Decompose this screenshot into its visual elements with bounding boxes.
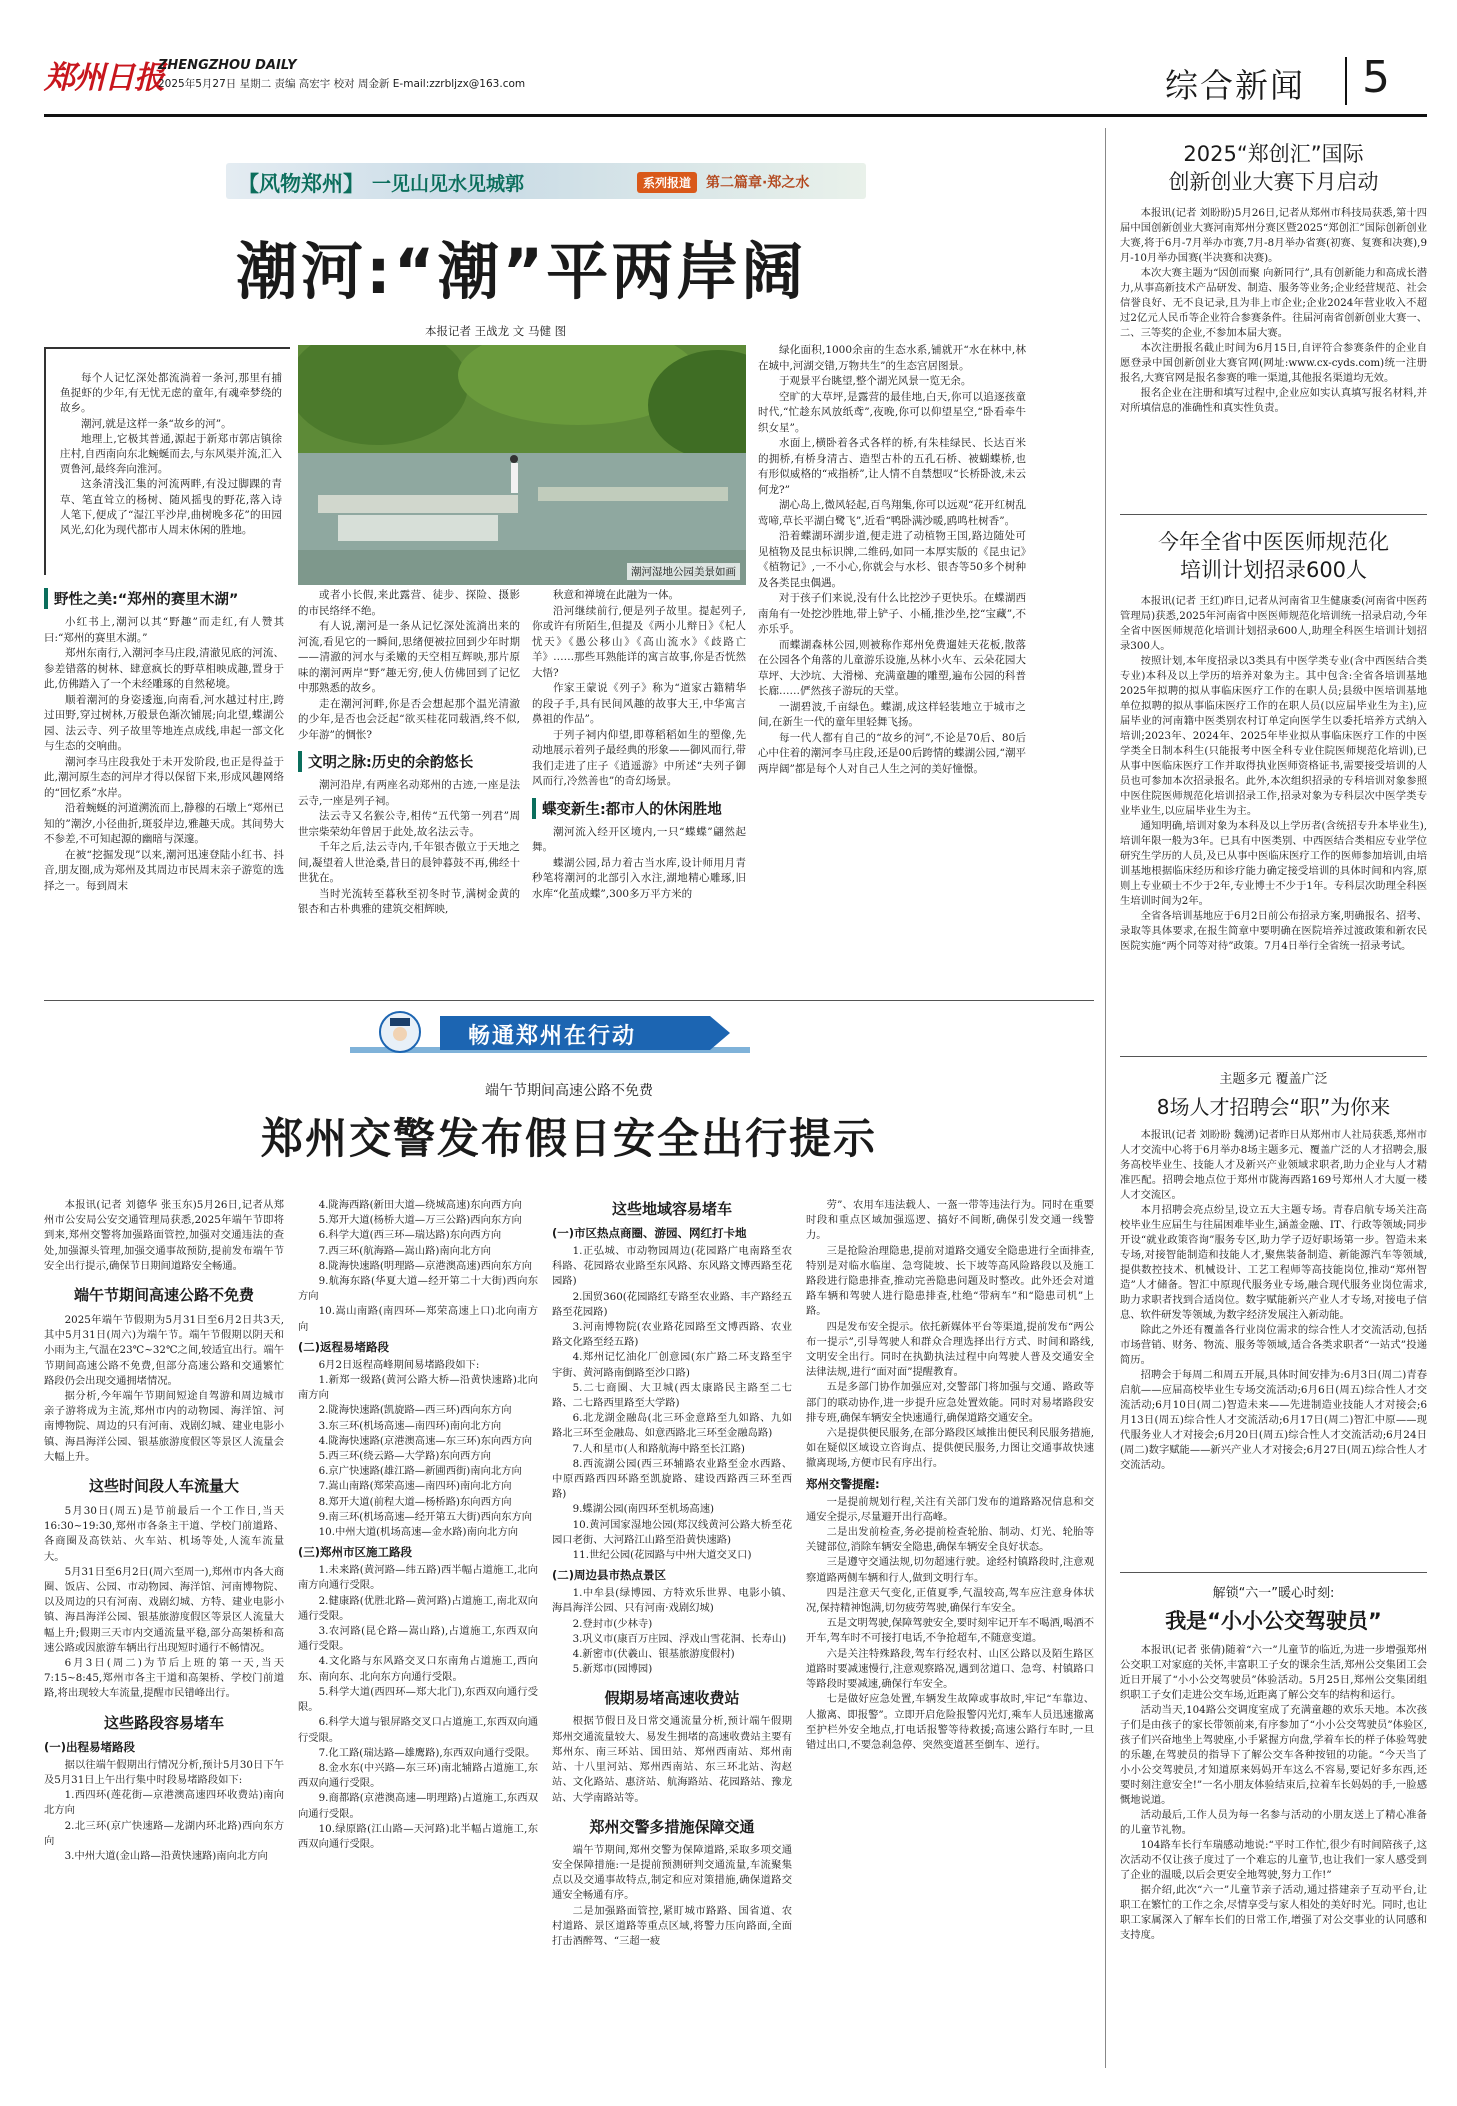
body-para: 六是提供便民服务,在部分路段区域推出便民利民服务措施,如在疑似区域设立咨询点、提供便民服务,力图让交通事故快速撤离现场,方便市民有序出行。 [806, 1427, 1094, 1470]
subhead-minor: (三)郑州市区施工路段 [298, 1545, 413, 1560]
body-para: 据以往端午假期出行情况分析,预计5月30日下午及5月31日上午出行集中时段易堵路段如下: [44, 1758, 284, 1786]
body-para: 小红书上,潮河以其“野趣”而走红,有人赞其曰:“郑州的赛里木湖。” [44, 616, 284, 644]
body-para: 据介绍,此次“六一”儿童节亲子活动,通过搭建亲子互动平台,让职工在繁忙的工作之余,尽情享受与家人相处的美好时光。同时,也让职工家属深入了解车长们的日常工作,增强了对公交事业的认同感和支持度。 [1120, 1884, 1427, 1941]
divider [1120, 514, 1427, 515]
article-headline: 我是“小小公交驾驶员” [1165, 1609, 1382, 1633]
divider [1120, 1572, 1427, 1573]
traffic-col-4 [806, 1198, 1094, 1753]
body-para: 除此之外还有覆盖各行业岗位需求的综合性人才交流活动,包括市场营销、财务、物流、服务等领域,适合各类求职者“一站式”投递简历。 [1120, 1324, 1427, 1366]
body-para: 5月31日至6月2日(周六至周一),郑州市内各大商圈、饭店、公园、市动物园、海洋馆、河南博物院、以及周边的只有河南、戏剧幻城、方特、建业电影小镇、海昌海洋公园、银基旅游度假区等景区人流量大幅上升;假期三天市内交通流量平稳,部分高架桥和高速公路或因旅游车辆出行出现短时通行不畅情况。 [44, 1565, 284, 1654]
feature-series-badge: 系列报道 [637, 172, 697, 193]
list-item: 6.北龙湖金融岛(北三环金意路至九如路、九如路北三环至金融岛、如意西路北三环至金融岛路) [552, 1412, 792, 1440]
body-para: 劳”、农用车违法载人、一盔一带等违法行为。同时在重要时段和重点区域加强巡逻、搞好不间断,确保引发交通一线警力。 [806, 1199, 1094, 1242]
section-name: 综合新闻 [1165, 66, 1305, 105]
list-item: 6.科学大道与银屏路交叉口占道施工,东西双向通行受限。 [298, 1716, 538, 1744]
divider [1120, 1056, 1427, 1057]
subhead: 郑州交警多措施保障交通 [589, 1817, 755, 1836]
right-column-rule [1105, 128, 1106, 2068]
list-item: 8.郑开大道(前程大道—杨桥路)东向西方向 [318, 1495, 512, 1508]
body-para: 104路车长行车瑞感动地说:“平时工作忙,很少有时间陪孩子,这次活动不仅让孩子度过了一个难忘的儿童节,也让我们一家人感受到了企业的温暖,以后会更安全地驾驶,努力工作!” [1120, 1839, 1427, 1881]
list-item: 9.蝶湖公园(南四环至机场高速) [572, 1503, 715, 1516]
article-kicker: 解锁“六一”暖心时刻: [1212, 1586, 1335, 1601]
list-item: 2.健康路(优胜北路—黄河路)占道施工,南北双向通行受限。 [298, 1594, 538, 1622]
body-para: 而蝶湖森林公园,则被称作郑州免费遛娃天花板,散落在公园各个角落的儿童游乐设施,丛林小火车、云朵花园大草坪、大沙坑、大滑梯、充满童趣的雕塑,遍布公园的科普长廊……俨然孩子游玩的天堂。 [758, 638, 1026, 697]
body-para: 或者小长假,来此露营、徒步、探险、摄影的市民络绎不绝。 [298, 589, 520, 617]
list-item: 10.中州大道(机场高速—金水路)南向北方向 [318, 1526, 519, 1539]
feature-series-title: 一见山见水见城郭 [372, 173, 525, 195]
list-item: 5.二七商圈、大卫城(西太康路民主路至二七路、二七路西里路至大学路) [552, 1381, 792, 1410]
feature-intro [60, 371, 282, 538]
body-para: 绿化面积,1000余亩的生态水系,铺就开“水在林中,林在城中,河湖交错,万物共生”的生态宫居图景。 [758, 344, 1026, 372]
body-para: 五是文明驾驶,保障驾驶安全,要时刻牢记开车不喝酒,喝酒不开车,驾车时不可接打电话,不争抢超车,不随意变道。 [806, 1617, 1094, 1645]
masthead-name-en: ZHENGZHOU DAILY [158, 58, 297, 73]
section-divider [1345, 57, 1347, 105]
subhead-minor: (二)周边县市热点景区 [552, 1568, 667, 1583]
body-para: 六是关注特殊路段,驾车行经农村、山区公路以及陌生路区道路时要减速慢行,注意观察路况,遇到岔道口、急弯、村镇路口等路段时要减速,确保行车安全。 [806, 1647, 1094, 1691]
body-para: 本月招聘会亮点纷呈,设立五大主题专场。青春启航专场关注高校毕业生应届生与往届困难毕业生,涵盖金融、IT、行政等领域;同步开设“就业政策咨询”服务专区,助力学子迈好职场第一步。智造未来专场,对接智能制造和技能人才,聚焦装备制造、新能源汽车等领域,提供数控技术、机械设计、工艺工程师等高技能岗位,推动“郑州智造”人才储备。智汇中原现代服务业专场,融合现代服务业岗位需求,助力求职者找到合适岗位。数字赋能新兴产业人才专场,对接电子信息、软件研发等领域,为数字经济发展注入新动能。 [1120, 1204, 1427, 1321]
list-item: 8.陇海快速路(明理路—京港澳高速)西向东方向 [318, 1259, 533, 1272]
subhead: 端午节期间高速公路不免费 [73, 1286, 254, 1305]
body-para: 七是做好应急处置,车辆发生故障或事故时,牢记“车靠边、人撤离、即报警”。立即开启危险报警闪光灯,乘车人员迅速撤离至护栏外安全地点,打电话报警等待救援;高速公路行车时,一旦错过出口,不要急刹急停、突然变道甚至倒车、逆行。 [806, 1693, 1094, 1751]
list-item: 6.科学大道(西三环—瑞达路)东向西方向 [318, 1229, 502, 1242]
body-para: 通知明确,培训对象为本科及以上学历者(含统招专升本毕业生),培训年限一般为3年。已具有中医类别、中西医结合类相应专业学位研究生学历的人员,及已从事中医临床医疗工作的医师参加培训,由培训基地根据临床经历和诊疗能力确定接受培训的具体时间和内容,原则上专业硕士不少于2年,专业博士不少于1年。专科层次助理全科医生培训时间为2年。 [1120, 820, 1427, 907]
list-item: 9.商都路(京港澳高速—明理路)占道施工,东西双向通行受限。 [298, 1792, 538, 1820]
subhead: 这些路段容易堵车 [103, 1713, 224, 1732]
list-item: 9.南三环(机场高速—经开第五大街)西向东方向 [318, 1510, 533, 1523]
intro-para: 每个人记忆深处都流淌着一条河,那里有捕鱼捉虾的少年,有无忧无虑的童年,有魂牵梦绕的故乡。 [60, 372, 282, 415]
masthead-logo: 郑州日报 [44, 60, 164, 96]
list-item: 1.西四环(莲花街—京港澳高速四环收费站)南向北方向 [44, 1789, 284, 1817]
body-para: 蝶湖公园,昂力着古当水库,设计师用月青秒笔将潮河的北部引入水注,湖地精心雕琢,旧水库“化茧成蝶”,300多万平方米的 [532, 856, 746, 900]
body-para: 沿河继续前行,便是列子故里。提起列子,你或许有所陌生,但提及《两小儿辩日》《杞人忧天》《愚公移山》《高山流水》《歧路亡羊》……那些耳熟能详的寓言故事,你是否恍然大悟? [532, 604, 746, 679]
subhead-minor: (一)市区热点商圈、游园、网红打卡地 [552, 1226, 747, 1240]
list-item: 4.陇海快速路(京港澳高速—东三环)东向西方向 [318, 1434, 533, 1447]
right-article-contest [1120, 140, 1427, 416]
list-item: 5.新郑市(园博园) [572, 1663, 653, 1676]
body-para: 在被“挖掘发现”以来,潮河迅速登陆小红书、抖音,朋友圈,成为郑州及其周边市民周末亲子游览的选择之一。每到周末 [44, 848, 284, 892]
subhead-minor: (二)返程易堵路段 [298, 1339, 390, 1354]
list-item: 3.农河路(昆仑路—嵩山路),占道施工,东西双向通行受限。 [298, 1625, 538, 1653]
list-item: 4.郑州记忆油化厂创意园(东广路二环支路至宇宇街、黄河路南倒路至沙口路) [552, 1351, 792, 1379]
list-item: 3.中州大道(金山路—沿黄快速路)南向北方向 [64, 1849, 268, 1862]
section-heading: 野性之美:“郑州的赛里木湖” [44, 588, 284, 609]
body-para: 走在潮河河畔,你是否会想起那个温光清澈的少年,是否也会泛起“欲买桂花同载酒,终不似,少年游”的惆怅? [298, 697, 520, 741]
list-item: 5.郑开大道(杨桥大道—万三公路)西向东方向 [318, 1214, 522, 1227]
traffic-banner-text: 畅通郑州在行动 [468, 1024, 637, 1049]
body-para: 沿着蝶湖环湖步道,便走进了动植物王国,路边随处可见植物及昆虫标识牌,二维码,如同一本厚实版的《昆虫记》《植物记》,一不小心,你就会与水杉、银杏等50多个树种及各类昆虫偶遇。 [758, 530, 1026, 589]
section-rule [44, 1000, 1094, 1001]
body-para: 水面上,横卧着各式各样的桥,有朱桂绿民、长达百米的拥桥,有桥身清古、造型古朴的五孔石桥、被蝴蝶桥,也有形似威格的“戒指桥”,让人情不自禁想叹“长桥卧波,未云何龙?” [758, 437, 1026, 496]
feature-banner [226, 163, 866, 199]
list-item: 2.陇海快速路(凯旋路—西三环)西向东方向 [318, 1404, 512, 1417]
body-para: 对于孩子们来说,没有什么比挖沙子更快乐。在蝶湖西南角有一处挖沙胜地,带上铲子、小桶,推沙坐,挖“宝藏”,不亦乐乎。 [758, 592, 1026, 635]
body-para: 三是抢险治理隐患,提前对道路交通安全隐患进行全面排查,特别是对临水临崖、急弯陡坡、长下坡等高风险路段以及施工路段进行隐患排查,推动完善隐患问题及时整改。此外还会对道路车辆和驾驶人进行隐患排查,杜绝“带病车”和“隐患司机”上路。 [806, 1244, 1094, 1318]
masthead-info: 2025年5月27日 星期二 责编 高宏宇 校对 周金新 E-mail:zzrbljzx@163.com [158, 78, 526, 90]
subhead-minor: (一)出程易堵路段 [44, 1739, 136, 1754]
body-para: 本次注册报名截止时间为6月15日,自评符合参赛条件的企业自愿登录中国创新创业大赛官网(网址:www.cx-cyds.com)统一注册报名,大赛官网是报名参赛的唯一渠道,其他报名渠道均无效。 [1120, 342, 1427, 384]
list-item: 10.嵩山南路(南四环—郑荣高速上口)北向南方向 [298, 1305, 538, 1333]
body-para: 全省各培训基地应于6月2日前公布招录方案,明确报名、招考、录取等具体要求,在报生简章中要明确在医院培养过渡政策和新农民医院实施“两个同等对待”政策。7月4日举行全省统一招录考试。 [1120, 910, 1427, 952]
body-para: 6月3日(周二)为节后上班的第一天,当天7:15~8:45,郑州市各主干道和高架桥、学校门前道路,将出现较大车流量,提醒市民错峰出行。 [44, 1657, 284, 1700]
body-para: 活动最后,工作人员为每一名参与活动的小朋友送上了精心准备的儿童节礼物。 [1120, 1809, 1427, 1836]
intro-para: 这条清浅汇集的河流两畔,有没过脚踝的青草、笔直耸立的杨树、随风摇曳的野花,落入诗人笔下,便成了“湿江平沙岸,曲树晚多花”的田园风光,幻化为现代都市人周末休闲的胜地。 [60, 478, 282, 537]
masthead [0, 0, 1457, 128]
list-item: 5.西三环(绕云路—大学路)东向西方向 [318, 1450, 491, 1463]
page-number: 5 [1362, 52, 1390, 103]
list-item: 6月2日返程高峰期间易堵路段如下: [318, 1358, 480, 1371]
feature-column-tag: 【风物郑州】 [238, 172, 364, 196]
traffic-banner [350, 1010, 750, 1056]
body-para: 据分析,今年端午节期间短途自驾游和周边城市亲子游将成为主流,郑州市内的动物园、海洋馆、河南博物院、周边的只有河南、戏剧幻城、建业电影小镇、海昌海洋公园、银基旅游度假区等景区人流量会大幅上升。 [44, 1390, 284, 1463]
body-para: 本次大赛主题为“因创而聚 向新同行”,具有创新能力和高成长潜力,从事高新技术产品研发、制造、服务等业务;企业经营规范、社会信誉良好、无不良记录,且为非上市企业;企业2024年营业收入不超过2亿元人民币等企业符合参赛条件。往届河南省创新创业大赛一、二、三等奖的企业,不参加本届大赛。 [1120, 267, 1427, 339]
list-item: 11.世纪公园(花园路与中州大道交叉口) [572, 1549, 752, 1562]
body-para: 有人说,潮河是一条从记忆深处流淌出来的河流,看见它的一瞬间,思绪便被拉回到少年时期——清澈的河水与柔嫩的天空相互辉映,那片原味的潮河两岸“野”趣无穷,使人仿佛回到了记忆中那熟悉的故乡。 [298, 620, 520, 694]
list-item: 3.东三环(机场高速—南四环)南向北方向 [318, 1419, 502, 1432]
list-item: 4.文化路与东风路交叉口东南角占道施工,西向东、南向东、北向东方向通行受限。 [298, 1655, 538, 1683]
body-para: 潮河李马庄段我处于未开发阶段,也正是得益于此,潮河原生态的河岸才得以保留下来,形成风趣网络的“回忆系”水岸。 [44, 755, 284, 799]
feature-section-1 [44, 588, 284, 894]
body-para: 潮河流入经开区境内,一只“蝶蝶”翩然起舞。 [532, 825, 746, 853]
right-article-tcm [1120, 528, 1427, 954]
body-para: 沿着蜿蜒的河道溯流而上,静穆的石墩上“郑州已知的”潮汐,小径曲折,斑驳岸边,雅趣天成。其间势大不参差,不可知起源的幽暗与深邃。 [44, 802, 284, 845]
body-para: 五是多部门协作加强应对,交警部门将加强与交通、路政等部门的联动协作,进一步提升应急处置效能。同时对易堵路段安排专班,确保车辆安全快速通行,确保道路交通安全。 [806, 1381, 1094, 1424]
body-para: 四是注意天气变化,正值夏季,气温较高,驾车应注意身体状况,保持精神饱满,切勿疲劳驾驶,确保行车安全。 [806, 1586, 1094, 1615]
body-para: 郑州东南行,入潮河李马庄段,清澈见底的河流、参差错落的树林、肆意疯长的野草相映成趣,置身于此,仿佛踏入了一个未经雕琢的自然秘境。 [44, 647, 284, 690]
traffic-col-1 [44, 1198, 284, 1864]
feature-photo-scene [298, 345, 746, 585]
feature-headline: 潮河:“潮”平两岸阔 [236, 235, 807, 308]
list-item: 7.化工路(瑞达路—雄鹰路),东西双向通行受限。 [318, 1746, 536, 1759]
body-para: 2025年端午节假期为5月31日至6月2日共3天,其中5月31日(周六)为端午节。端午节假期以阴天和小雨为主,气温在23℃~32℃之间,较适宜出行。端午节期间高速公路不免费,但部分高速公路和交通繁忙路段仍会出现交通拥堵情况。 [44, 1314, 284, 1387]
list-item: 4.陇海西路(新田大道—绕城高速)东向西方向 [318, 1199, 522, 1211]
list-item: 1.正弘城、市动物园周边(花园路广电南路至农科路、花园路农业路至东风路、东风路文博西路至花园路) [552, 1245, 792, 1288]
traffic-col-2 [298, 1198, 538, 1852]
body-para: 一湖碧波,千亩绿色。蝶湖,成这样轻装地立于城市之间,在新生一代的童年里轻舞飞扬。 [758, 700, 1026, 728]
feature-col-right [758, 343, 1026, 777]
body-para: 本报讯(记者 刘盼盼 魏湧)记者昨日从郑州市人社局获悉,郑州市人才交流中心将于6月举办8场主题多元、覆盖广泛的人才招聘会,服务高校毕业生、技能人才及新兴产业领域求职者,助力企业与人才精准匹配。招聘会地点位于郑州市陇海西路169号郑州人才大厦一楼人才交流区。 [1120, 1129, 1427, 1201]
intro-para: 潮河,就是这样一条“故乡的河”。 [81, 417, 232, 430]
list-item: 3.巩义市(康百万庄园、浮戏山雪花洞、长寿山) [572, 1632, 787, 1645]
body-para: 三是遵守交通法规,切勿超速行驶。途经村镇路段时,注意观察道路两侧车辆和行人,做到文明行车。 [806, 1556, 1094, 1584]
body-para: 5月30日(周五)是节前最后一个工作日,当天16:30~19:30,郑州市各条主干道、学校门前道路、各商圈及高铁站、火车站、机场等处,人流车流量大。 [44, 1505, 284, 1563]
article-headline: 2025“郑创汇”国际 创新创业大赛下月启动 [1168, 142, 1379, 194]
list-item: 2.登封市(少林寺) [572, 1617, 653, 1630]
list-item: 5.科学大道(西四环—郑大北门),东西双向通行受限。 [298, 1685, 538, 1714]
body-para: 每一代人都有自己的“故乡的河”,不论是70后、80后心中住着的潮河李马庄段,还是00后跨情的蝶湖公园,“潮平两岸阔”都是每个人对自己人生之河的美好憧憬。 [758, 731, 1026, 775]
list-item: 8.金水东(中兴路—东三环)南北辅路占道施工,东西双向通行受限。 [298, 1761, 538, 1790]
traffic-col-3 [552, 1198, 792, 1949]
subhead-minor: 郑州交警提醒: [806, 1476, 880, 1491]
list-item: 7.嵩山南路(郑荣高速—南四环)南向北方向 [318, 1480, 512, 1493]
section-heading: 文明之脉:历史的余韵悠长 [298, 751, 520, 772]
body-para: 端午节期间,郑州交警为保障道路,采取多项交通安全保障措施:一是提前预测研判交通流量,车流聚集点以及交通事故特点,制定和应对策措施,确保道路交通安全畅通有序。 [552, 1843, 792, 1902]
body-para: 二是加强路面管控,紧盯城市路路、国省道、农村道路、景区道路等重点区域,将警力压向路面,全面打击酒醉驾、“三超一疲 [552, 1904, 792, 1947]
feature-section-2 [298, 588, 520, 918]
list-item: 6.京广快速路(雄江路—新圃西街)南向北方向 [318, 1465, 522, 1478]
body-para: 按照计划,本年度招录以3类具有中医学类专业(含中西医结合类专业)本科及以上学历的培养对象为主。其中包含:全省各培训基地2025年拟聘的拟从事临床医疗工作的在职人员;县级中医培训基地单位拟聘的拟从事临床医疗工作的在职人员(以应届毕业生为主),应届毕业的河南籍中医类别农村订单定向医学生以委托培养方式纳入培训;2023年、2024年、2025年毕业拟从事临床医疗工作的中医学类全日制本科生(只能报考中医全科专业住院医师规范化培训),已从事中医临床医疗工作并取得执业医师资格证书,需要接受培训的人员也可参加本次招录报名。此外,本次组织招录的专科培训对象参照中医住院医师规范化培训招录工作,招录对象为专科层次中医学类专业毕业生,以应届毕业生为主。 [1120, 655, 1427, 817]
masthead-rule [44, 114, 1427, 117]
body-para: 本报讯(记者 刘盼盼)5月26日,记者从郑州市科技局获悉,第十四届中国创新创业大赛河南郑州分赛区暨2025“郑创汇”国际创新创业大赛,将于6月-7月举办市赛,7月-8月举办省赛(初赛、复赛和决赛),9月-10月举办国赛(半决赛和决赛)。 [1120, 207, 1427, 264]
body-para: 法云寺又名猴公寺,相传“五代第一列君”周世宗柴荣幼年曾居于此处,故名法云寺。 [298, 810, 520, 838]
subhead: 假期易堵高速收费站 [604, 1689, 740, 1708]
body-para: 招聘会于每周二和周五开展,具体时间安排为:6月3日(周二)青春启航——应届高校毕业生专场交流活动;6月6日(周五)综合性人才交流活动;6月10日(周二)智造未来——先进制造业技能人才对接会;6月13日(周五)综合性人才交流活动;6月17日(周二)智汇中原——现代服务业人才对接会;6月20日(周五)综合性人才交流活动;6月24日(周二)数字赋能——新兴产业人才对接会;6月27日(周五)综合性人才交流活动。 [1120, 1369, 1427, 1471]
feature-chapter: 第二篇章·郑之水 [706, 175, 810, 191]
list-item: 10.黄河国家湿地公园(郑汉线黄河公路大桥至花园口老街、大河路江山路至沿黄快速路) [552, 1518, 792, 1546]
body-para: 报名企业在注册和填写过程中,企业应如实认真填写报名材料,并对所填信息的准确性和真实性负责。 [1120, 387, 1427, 414]
feature-section-3 [532, 588, 746, 902]
list-item: 1.新郑一级路(黄河公路大桥—沿黄快速路)北向南方向 [298, 1374, 538, 1402]
subhead: 这些时间段人车流量大 [88, 1477, 239, 1496]
section-heading: 蝶变新生:都市人的休闲胜地 [532, 798, 746, 819]
body-para: 本报讯(记者 刘德华 张玉东)5月26日,记者从郑州市公安局公安交通管理局获悉,2025年端午节即将到来,郑州交警将加强路面管控,加强对交通违法的查处,加强源头管理,加强交通事故预防,提前发布端午节安全出行提示,确保节日期间道路安全畅通。 [44, 1199, 284, 1272]
list-item: 2.国贸360(花园路红专路至农业路、丰产路经五路至花园路) [552, 1290, 792, 1318]
body-para: 本报讯(记者 张倩)随着“六一”儿童节的临近,为进一步增强郑州公交职工对家庭的关怀,丰富职工子女的课余生活,郑州公交集团工会近日开展了“小小公交驾驶员”体验活动。5月25日,郑州公交集团组织职工子女们走进公交车场,近距离了解公交车的结构和运行。 [1120, 1644, 1427, 1701]
subhead: 这些地域容易堵车 [611, 1200, 732, 1218]
body-para: 四是发布安全提示。依托新媒体平台等渠道,提前发布“两公布一提示”,引导驾驶人和群众合理选择出行方式、时间和路线,文明安全出行。同时在执勤执法过程中向驾驶人普及交通安全法律法规,进行“面对面”提醒教育。 [806, 1320, 1094, 1379]
body-para: 潮河沿岸,有两座名动郑州的古迹,一座是法云寺,一座是列子祠。 [298, 779, 520, 807]
right-article-jobs [1120, 1068, 1427, 1473]
body-para: 活动当天,104路公交调度室成了充满童趣的欢乐天地。本次孩子们是由孩子的家长带领前来,有序参加了“小小公交驾驶员”体验区,孩子们兴奋地坐上驾驶座,小手紧握方向盘,学着车长的样子体验驾驶的乐趣,在驾驶员的指导下了解公交车各种按钮的功能。“今天当了小小公交驾驶员,才知道原来妈妈开车这么不容易,要记好多东西,还要时刻注意安全!”一名小朋友体验结束后,拉着车长妈妈的手,一脸感慨地说道。 [1120, 1704, 1427, 1806]
body-para: 于列子祠内仰望,即尊稻稻如生的塑像,先动地展示着列子最经典的形象——御风而行,带我们走进了庄子《逍遥游》中所述“夫列子御风而行,冷然善也”的奇幻场景。 [532, 728, 746, 787]
body-para: 千年之后,法云寺内,千年银杏傲立于天地之间,凝望着人世沧桑,昔日的晨钟暮鼓不再,佛经十世犹在。 [298, 841, 520, 884]
list-item: 10.绿原路(江山路—天河路)北半幅占道施工,东西双向通行受限。 [298, 1822, 538, 1850]
list-item: 1.未来路(黄河路—纬五路)西半幅占道施工,北向南方向通行受限。 [298, 1564, 538, 1592]
body-para: 当时光流转至暮秋至初冬时节,满树金黄的银杏和古朴典雅的建筑交相辉映, [298, 887, 520, 915]
list-item: 8.西流湖公园(西三环辅路农业路至金水西路、中原西路西四环路至凯旋路、建设西路西三环至西路) [552, 1457, 792, 1501]
traffic-kicker: 端午节期间高速公路不免费 [485, 1083, 653, 1099]
article-kicker: 主题多元 覆盖广泛 [1219, 1072, 1328, 1087]
list-item: 1.中牟县(绿博园、方特欢乐世界、电影小镇、海昌海洋公园、只有河南·戏剧幻城) [552, 1587, 792, 1615]
list-item: 4.新密市(伏羲山、银基旅游度假村) [572, 1648, 735, 1661]
traffic-headline: 郑州交警发布假日安全出行提示 [260, 1114, 877, 1163]
body-para: 作家王蒙说《列子》称为“道家古籍精华的段子手,具有民间风趣的故事大王,中华寓言鼻祖的作品”。 [532, 682, 746, 725]
article-headline: 今年全省中医医师规范化 培训计划招录600人 [1158, 530, 1389, 582]
body-para: 根据节假日及日常交通流量分析,预计端午假期郑州交通流量较大、易发生拥堵的高速收费站主要有郑州东、南三环站、国田站、郑州西南站、郑州南站、十八里河站、郑州西南站、东三环北站、沟赵站、文化路站、惠济站、航海路站、花园路站、豫龙站、大学南路站等。 [552, 1715, 792, 1804]
body-para: 空旷的大草坪,是露营的最佳地,白天,你可以追逐孩童时代,“忙趁东风放纸鸢”,夜晚,你可以仰望星空,“卧看牵牛织女星”。 [758, 390, 1026, 434]
body-para: 于观景平台眺望,整个湖光风景一览无余。 [779, 375, 972, 387]
right-article-bus [1120, 1582, 1427, 1943]
body-para: 二是出发前检查,务必提前检查轮胎、制动、灯光、轮胎等关键部位,消除车辆安全隐患,确保车辆安全良好状态。 [806, 1526, 1094, 1554]
list-item: 3.河南博物院(农业路花园路至文博西路、农业路文化路至经五路) [552, 1321, 792, 1349]
list-item: 7.人和星市(人和路航海中路至长江路) [572, 1442, 745, 1455]
list-item: 7.西三环(航海路—嵩山路)南向北方向 [318, 1244, 491, 1257]
body-para: 顺着潮河的身姿逶迤,向南看,河水越过村庄,跨过田野,穿过树林,万般景色渐次铺展;向北望,蝶湖公园、法云寺、列子故里等地连点成线,串起一部文化与生态的交响曲。 [44, 693, 284, 752]
feature-intro-box [44, 347, 290, 575]
body-para: 本报讯(记者 王红)昨日,记者从河南省卫生健康委(河南省中医药管理局)获悉,2025年河南省中医医师规范化培训统一招录启动,今年全省中医医师规范化培训计划招录600人,助理全科医生培训计划招录300人。 [1120, 595, 1427, 652]
feature-photo [298, 345, 746, 585]
body-para: 湖心岛上,微风轻起,百鸟翔集,你可以远观“花开红树乱莺啼,草长平湖白鹭飞”,近看“鸭卧满沙暖,鸥鸣杜树香”。 [758, 499, 1026, 527]
feature-byline: 本报记者 王战龙 文 马健 图 [425, 324, 567, 338]
intro-para: 地理上,它极其普通,源起于新郑市郭店镇徐庄村,自西南向东北蜿蜒而去,与东风渠并流,汇入贾鲁河,最终奔向淮河。 [60, 432, 282, 476]
feature-photo-caption: 潮河湿地公园美景如画 [627, 563, 740, 580]
list-item: 2.北三环(京广快速路—龙湖内环北路)西向东方向 [44, 1819, 284, 1847]
list-item: 9.航海东路(华夏大道—经开第二十大街)西向东方向 [298, 1275, 538, 1303]
body-para: 秋意和禅境在此融为一体。 [553, 589, 679, 601]
article-headline: 8场人才招聘会“职”为你来 [1156, 1095, 1391, 1119]
body-para: 一是提前规划行程,关注有关部门发布的道路路况信息和交通安全提示,尽量避开出行高峰。 [806, 1495, 1094, 1523]
